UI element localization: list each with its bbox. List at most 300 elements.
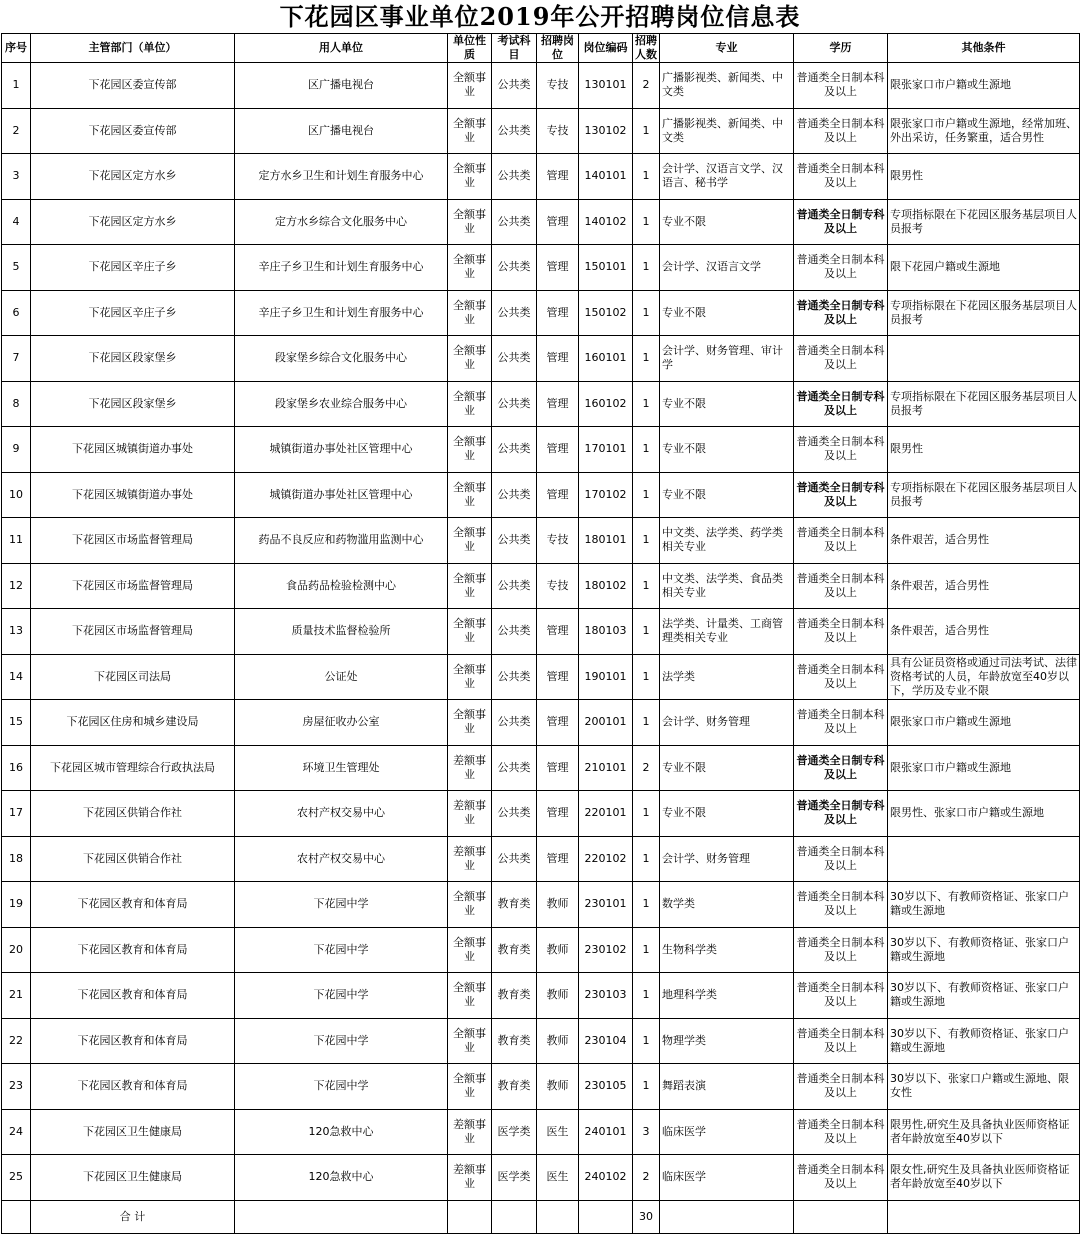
post-code-cell: 240101	[579, 1109, 633, 1155]
employer-cell: 环境卫生管理处	[235, 745, 448, 791]
total-count: 30	[633, 1200, 660, 1233]
education-cell: 普通类全日制本科及以上	[794, 108, 888, 154]
major-cell: 舞蹈表演	[660, 1064, 794, 1110]
department-cell: 下花园区教育和体育局	[31, 973, 235, 1019]
row-number-cell: 7	[2, 336, 31, 382]
post-code-cell: 140102	[579, 199, 633, 245]
table-row	[2, 1018, 1080, 1064]
employer-cell: 城镇街道办事处社区管理中心	[235, 427, 448, 473]
employer-cell: 辛庄子乡卫生和计划生育服务中心	[235, 245, 448, 291]
exam-subject-cell: 教育类	[492, 882, 537, 928]
header-cell: 考试科目	[492, 34, 537, 63]
headcount-cell: 1	[633, 427, 660, 473]
row-number-cell: 23	[2, 1064, 31, 1110]
post-type-cell: 专技	[537, 563, 579, 609]
unit-nature-cell: 全额事业	[448, 882, 492, 928]
exam-subject-cell: 公共类	[492, 472, 537, 518]
exam-subject-cell: 公共类	[492, 745, 537, 791]
row-number-cell: 11	[2, 518, 31, 564]
employer-cell: 下花园中学	[235, 973, 448, 1019]
major-cell: 临床医学	[660, 1155, 794, 1201]
employer-cell: 辛庄子乡卫生和计划生育服务中心	[235, 290, 448, 336]
department-cell: 下花园区教育和体育局	[31, 1018, 235, 1064]
header-cell: 其他条件	[888, 34, 1080, 63]
unit-nature-cell: 全额事业	[448, 245, 492, 291]
exam-subject-cell: 公共类	[492, 609, 537, 655]
education-cell: 普通类全日制本科及以上	[794, 700, 888, 746]
employer-cell: 120急救中心	[235, 1155, 448, 1201]
department-cell: 下花园区教育和体育局	[31, 882, 235, 928]
department-cell: 下花园区教育和体育局	[31, 1064, 235, 1110]
header-cell: 序号	[2, 34, 31, 63]
header-cell: 招聘人数	[633, 34, 660, 63]
major-cell: 专业不限	[660, 199, 794, 245]
header-row	[2, 34, 1080, 63]
education-cell: 普通类全日制本科及以上	[794, 973, 888, 1019]
table-row	[2, 700, 1080, 746]
education-cell: 普通类全日制本科及以上	[794, 882, 888, 928]
department-cell: 下花园区辛庄子乡	[31, 245, 235, 291]
post-code-cell: 170102	[579, 472, 633, 518]
unit-nature-cell: 差额事业	[448, 791, 492, 837]
exam-subject-cell: 医学类	[492, 1109, 537, 1155]
exam-subject-cell: 教育类	[492, 1018, 537, 1064]
post-type-cell: 管理	[537, 336, 579, 382]
headcount-cell: 1	[633, 654, 660, 700]
exam-subject-cell: 教育类	[492, 927, 537, 973]
department-cell: 下花园区司法局	[31, 654, 235, 700]
employer-cell: 农村产权交易中心	[235, 836, 448, 882]
employer-cell: 食品药品检验检测中心	[235, 563, 448, 609]
unit-nature-cell: 差额事业	[448, 836, 492, 882]
unit-nature-cell: 全额事业	[448, 700, 492, 746]
unit-nature-cell: 全额事业	[448, 63, 492, 109]
row-number-cell: 9	[2, 427, 31, 473]
table-row	[2, 836, 1080, 882]
headcount-cell: 1	[633, 245, 660, 291]
table-row	[2, 609, 1080, 655]
major-cell: 法学类	[660, 654, 794, 700]
other-conditions-cell: 专项指标限在下花园区服务基层项目人员报考	[888, 199, 1080, 245]
empty-cell	[794, 1200, 888, 1233]
exam-subject-cell: 教育类	[492, 973, 537, 1019]
unit-nature-cell: 全额事业	[448, 290, 492, 336]
row-number-cell: 8	[2, 381, 31, 427]
exam-subject-cell: 医学类	[492, 1155, 537, 1201]
page-title: 下花园区事业单位2019年公开招聘岗位信息表	[279, 2, 801, 31]
row-number-cell: 20	[2, 927, 31, 973]
major-cell: 专业不限	[660, 427, 794, 473]
table-row	[2, 1155, 1080, 1201]
row-number-cell: 17	[2, 791, 31, 837]
major-cell: 专业不限	[660, 290, 794, 336]
education-cell: 普通类全日制本科及以上	[794, 63, 888, 109]
row-number-cell: 4	[2, 199, 31, 245]
employer-cell: 定方水乡卫生和计划生育服务中心	[235, 154, 448, 200]
empty-cell	[537, 1200, 579, 1233]
exam-subject-cell: 公共类	[492, 518, 537, 564]
employer-cell: 农村产权交易中心	[235, 791, 448, 837]
header-cell: 招聘岗位	[537, 34, 579, 63]
row-number-cell: 16	[2, 745, 31, 791]
row-number-cell: 21	[2, 973, 31, 1019]
department-cell: 下花园区委宣传部	[31, 108, 235, 154]
other-conditions-cell: 30岁以下、有教师资格证、张家口户籍或生源地	[888, 927, 1080, 973]
post-type-cell: 管理	[537, 154, 579, 200]
major-cell: 广播影视类、新闻类、中文类	[660, 108, 794, 154]
exam-subject-cell: 公共类	[492, 108, 537, 154]
row-number-cell: 6	[2, 290, 31, 336]
row-number-cell: 10	[2, 472, 31, 518]
other-conditions-cell: 专项指标限在下花园区服务基层项目人员报考	[888, 472, 1080, 518]
other-conditions-cell: 限男性、张家口市户籍或生源地	[888, 791, 1080, 837]
employer-cell: 下花园中学	[235, 927, 448, 973]
department-cell: 下花园区定方水乡	[31, 154, 235, 200]
table-row	[2, 973, 1080, 1019]
table-row	[2, 927, 1080, 973]
post-type-cell: 管理	[537, 472, 579, 518]
job-table	[1, 33, 1080, 1234]
post-type-cell: 管理	[537, 427, 579, 473]
row-number-cell: 5	[2, 245, 31, 291]
unit-nature-cell: 全额事业	[448, 973, 492, 1019]
post-code-cell: 210101	[579, 745, 633, 791]
education-cell: 普通类全日制本科及以上	[794, 836, 888, 882]
major-cell: 法学类、计量类、工商管理类相关专业	[660, 609, 794, 655]
headcount-cell: 1	[633, 700, 660, 746]
exam-subject-cell: 教育类	[492, 1064, 537, 1110]
unit-nature-cell: 全额事业	[448, 1064, 492, 1110]
headcount-cell: 1	[633, 882, 660, 928]
table-row	[2, 1109, 1080, 1155]
table-row	[2, 245, 1080, 291]
headcount-cell: 1	[633, 1064, 660, 1110]
unit-nature-cell: 全额事业	[448, 108, 492, 154]
post-code-cell: 230104	[579, 1018, 633, 1064]
department-cell: 下花园区段家堡乡	[31, 336, 235, 382]
post-type-cell: 专技	[537, 518, 579, 564]
major-cell: 专业不限	[660, 745, 794, 791]
major-cell: 会计学、汉语言文学、汉语言、秘书学	[660, 154, 794, 200]
exam-subject-cell: 公共类	[492, 563, 537, 609]
headcount-cell: 1	[633, 927, 660, 973]
other-conditions-cell: 具有公证员资格或通过司法考试、法律资格考试的人员，年龄放宽至40岁以下，学历及专业不限	[888, 654, 1080, 700]
major-cell: 会计学、财务管理	[660, 700, 794, 746]
unit-nature-cell: 全额事业	[448, 927, 492, 973]
department-cell: 下花园区供销合作社	[31, 836, 235, 882]
post-code-cell: 230105	[579, 1064, 633, 1110]
post-code-cell: 220101	[579, 791, 633, 837]
exam-subject-cell: 公共类	[492, 245, 537, 291]
exam-subject-cell: 公共类	[492, 336, 537, 382]
empty-cell	[448, 1200, 492, 1233]
table-row	[2, 518, 1080, 564]
other-conditions-cell: 限男性	[888, 427, 1080, 473]
unit-nature-cell: 差额事业	[448, 745, 492, 791]
empty-cell	[888, 1200, 1080, 1233]
post-code-cell: 180103	[579, 609, 633, 655]
employer-cell: 定方水乡综合文化服务中心	[235, 199, 448, 245]
department-cell: 下花园区市场监督管理局	[31, 609, 235, 655]
other-conditions-cell: 限女性,研究生及具备执业医师资格证者年龄放宽至40岁以下	[888, 1155, 1080, 1201]
table-row	[2, 381, 1080, 427]
unit-nature-cell: 全额事业	[448, 154, 492, 200]
major-cell: 会计学、财务管理	[660, 836, 794, 882]
exam-subject-cell: 公共类	[492, 154, 537, 200]
employer-cell: 段家堡乡综合文化服务中心	[235, 336, 448, 382]
row-number-cell: 2	[2, 108, 31, 154]
row-number-cell: 25	[2, 1155, 31, 1201]
row-number-cell: 12	[2, 563, 31, 609]
major-cell: 专业不限	[660, 381, 794, 427]
department-cell: 下花园区卫生健康局	[31, 1109, 235, 1155]
education-cell: 普通类全日制本科及以上	[794, 927, 888, 973]
headcount-cell: 1	[633, 836, 660, 882]
unit-nature-cell: 全额事业	[448, 427, 492, 473]
empty-cell	[2, 1200, 31, 1233]
post-code-cell: 240102	[579, 1155, 633, 1201]
department-cell: 下花园区城市管理综合行政执法局	[31, 745, 235, 791]
table-row	[2, 472, 1080, 518]
post-type-cell: 专技	[537, 63, 579, 109]
department-cell: 下花园区段家堡乡	[31, 381, 235, 427]
other-conditions-cell: 限张家口市户籍或生源地	[888, 745, 1080, 791]
major-cell: 生物科学类	[660, 927, 794, 973]
unit-nature-cell: 全额事业	[448, 1018, 492, 1064]
table-row	[2, 1064, 1080, 1110]
employer-cell: 房屋征收办公室	[235, 700, 448, 746]
post-code-cell: 180102	[579, 563, 633, 609]
table-row	[2, 290, 1080, 336]
headcount-cell: 1	[633, 973, 660, 1019]
education-cell: 普通类全日制本科及以上	[794, 1109, 888, 1155]
header-cell: 学历	[794, 34, 888, 63]
post-type-cell: 教师	[537, 1064, 579, 1110]
major-cell: 会计学、汉语言文学	[660, 245, 794, 291]
department-cell: 下花园区市场监督管理局	[31, 518, 235, 564]
post-code-cell: 180101	[579, 518, 633, 564]
post-code-cell: 230103	[579, 973, 633, 1019]
education-cell: 普通类全日制本科及以上	[794, 1064, 888, 1110]
post-type-cell: 管理	[537, 199, 579, 245]
row-number-cell: 15	[2, 700, 31, 746]
other-conditions-cell: 专项指标限在下花园区服务基层项目人员报考	[888, 381, 1080, 427]
department-cell: 下花园区供销合作社	[31, 791, 235, 837]
headcount-cell: 2	[633, 1155, 660, 1201]
headcount-cell: 1	[633, 154, 660, 200]
major-cell: 专业不限	[660, 472, 794, 518]
education-cell: 普通类全日制本科及以上	[794, 245, 888, 291]
unit-nature-cell: 差额事业	[448, 1109, 492, 1155]
other-conditions-cell: 条件艰苦，适合男性	[888, 518, 1080, 564]
other-conditions-cell: 限男性	[888, 154, 1080, 200]
other-conditions-cell: 限张家口市户籍或生源地，经常加班、外出采访，任务繁重，适合男性	[888, 108, 1080, 154]
unit-nature-cell: 全额事业	[448, 609, 492, 655]
headcount-cell: 1	[633, 336, 660, 382]
post-type-cell: 管理	[537, 609, 579, 655]
major-cell: 临床医学	[660, 1109, 794, 1155]
table-row	[2, 563, 1080, 609]
unit-nature-cell: 全额事业	[448, 199, 492, 245]
row-number-cell: 24	[2, 1109, 31, 1155]
empty-cell	[492, 1200, 537, 1233]
row-number-cell: 19	[2, 882, 31, 928]
employer-cell: 质量技术监督检验所	[235, 609, 448, 655]
post-type-cell: 管理	[537, 836, 579, 882]
header-cell: 主管部门（单位）	[31, 34, 235, 63]
table-row	[2, 654, 1080, 700]
other-conditions-cell: 专项指标限在下花园区服务基层项目人员报考	[888, 290, 1080, 336]
employer-cell: 下花园中学	[235, 882, 448, 928]
post-type-cell: 管理	[537, 654, 579, 700]
post-code-cell: 230102	[579, 927, 633, 973]
department-cell: 下花园区卫生健康局	[31, 1155, 235, 1201]
department-cell: 下花园区市场监督管理局	[31, 563, 235, 609]
post-code-cell: 190101	[579, 654, 633, 700]
post-code-cell: 200101	[579, 700, 633, 746]
department-cell: 下花园区教育和体育局	[31, 927, 235, 973]
headcount-cell: 1	[633, 108, 660, 154]
employer-cell: 段家堡乡农业综合服务中心	[235, 381, 448, 427]
headcount-cell: 1	[633, 381, 660, 427]
education-cell: 普通类全日制专科及以上	[794, 472, 888, 518]
total-label: 合 计	[31, 1200, 235, 1233]
headcount-cell: 1	[633, 609, 660, 655]
table-row	[2, 882, 1080, 928]
other-conditions-cell: 30岁以下、有教师资格证、张家口户籍或生源地	[888, 973, 1080, 1019]
table-row	[2, 108, 1080, 154]
total-row	[2, 1200, 1080, 1233]
unit-nature-cell: 全额事业	[448, 381, 492, 427]
row-number-cell: 22	[2, 1018, 31, 1064]
other-conditions-cell: 限男性,研究生及具备执业医师资格证者年龄放宽至40岁以下	[888, 1109, 1080, 1155]
header-cell: 单位性质	[448, 34, 492, 63]
post-type-cell: 管理	[537, 245, 579, 291]
post-code-cell: 150102	[579, 290, 633, 336]
employer-cell: 120急救中心	[235, 1109, 448, 1155]
post-code-cell: 160102	[579, 381, 633, 427]
table-row	[2, 427, 1080, 473]
education-cell: 普通类全日制本科及以上	[794, 336, 888, 382]
education-cell: 普通类全日制本科及以上	[794, 154, 888, 200]
unit-nature-cell: 全额事业	[448, 563, 492, 609]
exam-subject-cell: 公共类	[492, 381, 537, 427]
exam-subject-cell: 公共类	[492, 63, 537, 109]
post-code-cell: 150101	[579, 245, 633, 291]
headcount-cell: 1	[633, 1018, 660, 1064]
post-code-cell: 170101	[579, 427, 633, 473]
major-cell: 专业不限	[660, 791, 794, 837]
table-row	[2, 199, 1080, 245]
exam-subject-cell: 公共类	[492, 791, 537, 837]
headcount-cell: 3	[633, 1109, 660, 1155]
unit-nature-cell: 全额事业	[448, 518, 492, 564]
headcount-cell: 1	[633, 791, 660, 837]
exam-subject-cell: 公共类	[492, 654, 537, 700]
headcount-cell: 1	[633, 563, 660, 609]
table-row	[2, 745, 1080, 791]
row-number-cell: 13	[2, 609, 31, 655]
row-number-cell: 3	[2, 154, 31, 200]
major-cell: 物理学类	[660, 1018, 794, 1064]
post-code-cell: 130101	[579, 63, 633, 109]
other-conditions-cell: 30岁以下、张家口户籍或生源地、限女性	[888, 1064, 1080, 1110]
exam-subject-cell: 公共类	[492, 427, 537, 473]
post-code-cell: 220102	[579, 836, 633, 882]
department-cell: 下花园区住房和城乡建设局	[31, 700, 235, 746]
row-number-cell: 14	[2, 654, 31, 700]
education-cell: 普通类全日制本科及以上	[794, 654, 888, 700]
employer-cell: 下花园中学	[235, 1064, 448, 1110]
unit-nature-cell: 全额事业	[448, 654, 492, 700]
empty-cell	[660, 1200, 794, 1233]
headcount-cell: 2	[633, 745, 660, 791]
department-cell: 下花园区定方水乡	[31, 199, 235, 245]
education-cell: 普通类全日制本科及以上	[794, 1155, 888, 1201]
major-cell: 中文类、法学类、药学类相关专业	[660, 518, 794, 564]
education-cell: 普通类全日制专科及以上	[794, 199, 888, 245]
other-conditions-cell: 30岁以下、有教师资格证、张家口户籍或生源地	[888, 1018, 1080, 1064]
department-cell: 下花园区辛庄子乡	[31, 290, 235, 336]
department-cell: 下花园区城镇街道办事处	[31, 472, 235, 518]
headcount-cell: 1	[633, 290, 660, 336]
post-type-cell: 医生	[537, 1155, 579, 1201]
post-type-cell: 教师	[537, 927, 579, 973]
employer-cell: 区广播电视台	[235, 63, 448, 109]
post-type-cell: 管理	[537, 290, 579, 336]
row-number-cell: 18	[2, 836, 31, 882]
employer-cell: 药品不良反应和药物滥用监测中心	[235, 518, 448, 564]
exam-subject-cell: 公共类	[492, 700, 537, 746]
employer-cell: 区广播电视台	[235, 108, 448, 154]
education-cell: 普通类全日制本科及以上	[794, 563, 888, 609]
post-code-cell: 230101	[579, 882, 633, 928]
education-cell: 普通类全日制本科及以上	[794, 518, 888, 564]
education-cell: 普通类全日制本科及以上	[794, 609, 888, 655]
education-cell: 普通类全日制专科及以上	[794, 791, 888, 837]
employer-cell: 公证处	[235, 654, 448, 700]
major-cell: 中文类、法学类、食品类相关专业	[660, 563, 794, 609]
major-cell: 会计学、财务管理、审计学	[660, 336, 794, 382]
education-cell: 普通类全日制本科及以上	[794, 1018, 888, 1064]
post-type-cell: 管理	[537, 791, 579, 837]
row-number-cell: 1	[2, 63, 31, 109]
major-cell: 广播影视类、新闻类、中文类	[660, 63, 794, 109]
employer-cell: 下花园中学	[235, 1018, 448, 1064]
post-type-cell: 管理	[537, 745, 579, 791]
major-cell: 地理科学类	[660, 973, 794, 1019]
table-row	[2, 791, 1080, 837]
department-cell: 下花园区城镇街道办事处	[31, 427, 235, 473]
other-conditions-cell: 限张家口市户籍或生源地	[888, 700, 1080, 746]
other-conditions-cell: 条件艰苦，适合男性	[888, 609, 1080, 655]
other-conditions-cell: 条件艰苦，适合男性	[888, 563, 1080, 609]
header-cell: 用人单位	[235, 34, 448, 63]
other-conditions-cell	[888, 836, 1080, 882]
post-code-cell: 160101	[579, 336, 633, 382]
headcount-cell: 2	[633, 63, 660, 109]
employer-cell: 城镇街道办事处社区管理中心	[235, 472, 448, 518]
header-cell: 专业	[660, 34, 794, 63]
empty-cell	[235, 1200, 448, 1233]
table-row	[2, 336, 1080, 382]
empty-cell	[579, 1200, 633, 1233]
education-cell: 普通类全日制专科及以上	[794, 381, 888, 427]
post-type-cell: 教师	[537, 973, 579, 1019]
education-cell: 普通类全日制本科及以上	[794, 427, 888, 473]
table-row	[2, 63, 1080, 109]
education-cell: 普通类全日制专科及以上	[794, 290, 888, 336]
